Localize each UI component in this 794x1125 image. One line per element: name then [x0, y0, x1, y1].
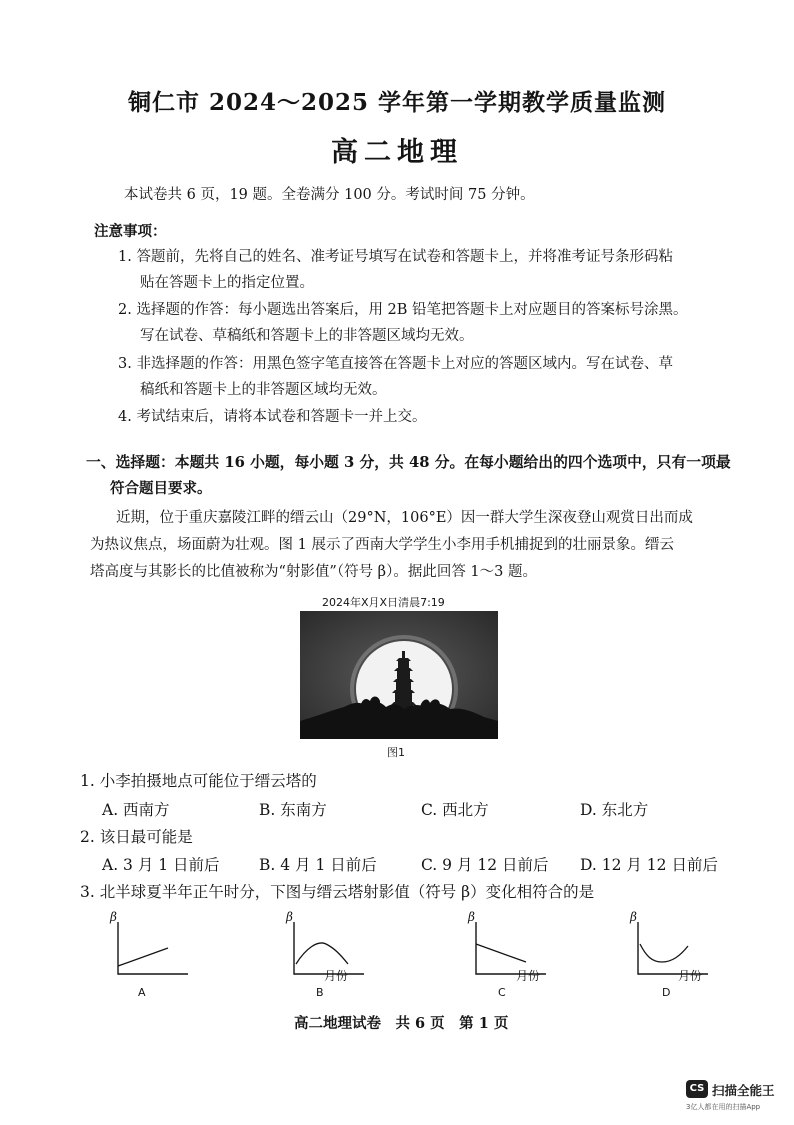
figure1-timestamp: 2024年X月X日清晨7:19	[322, 596, 445, 609]
mini-chart-a-curve	[118, 948, 168, 966]
section1-heading-line2: 符合题目要求。	[110, 480, 212, 497]
mini-chart-b-ylabel: β	[286, 910, 293, 924]
mini-chart-d	[628, 908, 738, 1000]
question-2-option-d: D. 12 月 12 日前后	[580, 856, 718, 874]
mini-chart-d-xlabel: 月份	[678, 969, 703, 983]
question-2-option-b: B. 4 月 1 日前后	[259, 856, 377, 874]
notes-heading: 注意事项：	[94, 223, 167, 240]
question-2-stem: 2. 该日最可能是	[80, 828, 193, 846]
question-1-stem: 1. 小李拍摄地点可能位于缙云塔的	[80, 772, 317, 790]
section1-heading-line1: 一、选择题：本题共 16 小题，每小题 3 分，共 48 分。在每小题给出的四个选项中，只有一项最	[86, 454, 731, 471]
note-4-line1: 4. 考试结束后，请将本试卷和答题卡一并上交。	[118, 409, 427, 425]
page-footer: 高二地理试卷 共 6 页 第 1 页	[294, 1015, 509, 1032]
mini-chart-b-letter: B	[316, 986, 324, 999]
mini-chart-a-axes	[118, 922, 188, 974]
mini-chart-c-xlabel: 月份	[516, 969, 541, 983]
mini-chart-c-curve	[476, 944, 526, 962]
passage-line2: 为热议焦点，场面蔚为壮观。图 1 展示了西南大学学生小李用手机捕捉到的壮丽景象。缙云	[90, 537, 674, 553]
mini-chart-a-letter: A	[138, 986, 146, 999]
mini-chart-d-letter: D	[662, 986, 671, 999]
question-1-option-c: C. 西北方	[421, 801, 489, 819]
mini-chart-c-ylabel: β	[468, 910, 475, 924]
camscanner-logo-icon: CS	[686, 1080, 708, 1098]
passage-line1: 近期，位于重庆嘉陵江畔的缙云山（29°N，106°E）因一群大学生深夜登山观赏日出而成	[116, 510, 693, 526]
note-1-line1: 1. 答题前，先将自己的姓名、准考证号填写在试卷和答题卡上，并将准考证号条形码粘	[118, 249, 673, 265]
note-1-line2: 贴在答题卡上的指定位置。	[140, 275, 314, 291]
sunrise-pagoda-image	[300, 611, 498, 739]
mini-chart-b-xlabel: 月份	[324, 969, 349, 983]
note-2-line2: 写在试卷、草稿纸和答题卡上的非答题区域均无效。	[140, 328, 474, 344]
mini-chart-d-curve	[640, 944, 688, 962]
camscanner-tagline: 3亿人都在用的扫描App	[686, 1103, 761, 1111]
mini-chart-c	[466, 908, 576, 1000]
note-3-line2: 稿纸和答题卡上的非答题区域均无效。	[140, 382, 387, 398]
figure1-caption: 图1	[387, 746, 405, 759]
exam-subject: 高二地理	[331, 137, 463, 168]
passage-line3: 塔高度与其影长的比值被称为“射影值”（符号 β）。据此回答 1～3 题。	[90, 564, 537, 580]
note-3-line1: 3. 非选择题的作答：用黑色签字笔直接答在答题卡上对应的答题区域内。写在试卷、草	[118, 356, 673, 372]
question-2-option-c: C. 9 月 12 日前后	[421, 856, 549, 874]
mini-chart-c-letter: C	[498, 986, 506, 999]
mini-chart-d-ylabel: β	[630, 910, 637, 924]
question-1-option-d: D. 东北方	[580, 801, 649, 819]
exam-title: 铜仁市 2024～2025 学年第一学期教学质量监测	[127, 89, 667, 116]
exam-info: 本试卷共 6 页，19 题。全卷满分 100 分。考试时间 75 分钟。	[124, 187, 535, 203]
mini-chart-d-axes	[638, 922, 708, 974]
mini-chart-b-axes	[294, 922, 364, 974]
camscanner-name: 扫描全能王	[712, 1083, 775, 1098]
question-2-option-a: A. 3 月 1 日前后	[102, 856, 220, 874]
question-1-option-b: B. 东南方	[259, 801, 327, 819]
question-1-option-a: A. 西南方	[102, 801, 170, 819]
mini-chart-a	[108, 908, 198, 1000]
mini-chart-a-ylabel: β	[110, 910, 117, 924]
question-3-stem: 3. 北半球夏半年正午时分，下图与缙云塔射影值（符号 β）变化相符合的是	[80, 883, 595, 901]
note-2-line1: 2. 选择题的作答：每小题选出答案后，用 2B 铅笔把答题卡上对应题目的答案标号涂黑。	[118, 302, 688, 318]
mini-chart-b-curve	[296, 943, 348, 964]
mini-chart-b	[284, 908, 394, 1000]
figure1-photo	[300, 611, 498, 739]
